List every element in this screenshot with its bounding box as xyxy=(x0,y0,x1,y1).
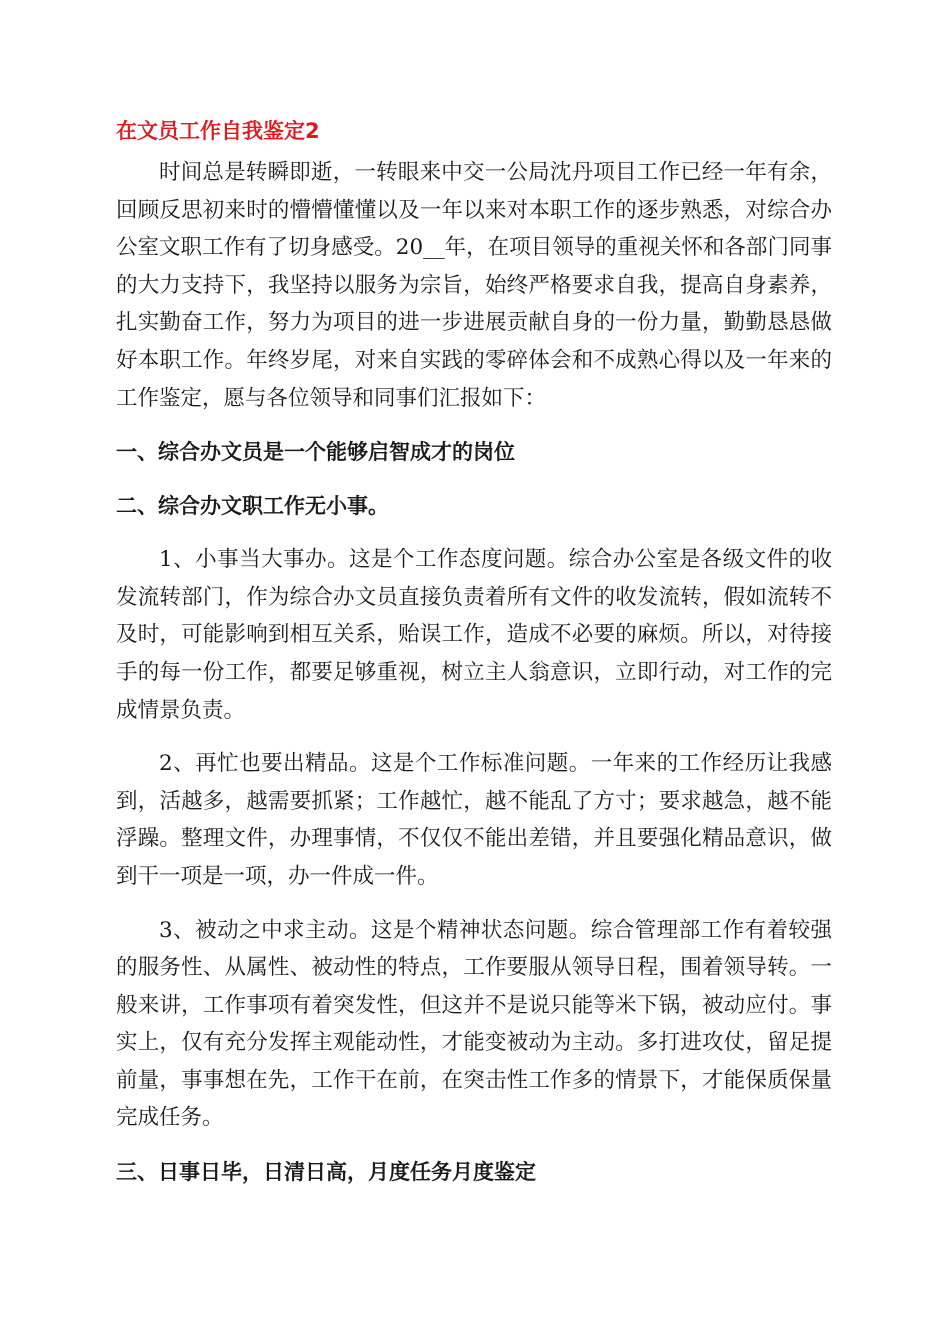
document-body xyxy=(116,112,832,1191)
intro-paragraph: 时间总是转瞬即逝，一转眼来中交一公局沈丹项目工作已经一年有余，回顾反思初来时的懵懵懂懂以及一年以来对本职工作的逐步熟悉，对综合办公室文职工作有了切身感受。20__年，在项目领导的重视关怀和各部门同事的大力支持下，我坚持以服务为宗旨，始终严格要求自我，提高自身素养，扎实勤奋工作，努力为项目的进一步进展贡献自身的一份力量，勤勤恳恳做好本职工作。年终岁尾，对来自实践的零碎体会和不成熟心得以及一年来的工作鉴定，愿与各位领导和同事们汇报如下： xyxy=(116,160,832,411)
item-paragraph-1: 1、小事当大事办。这是个工作态度问题。综合办公室是各级文件的收发流转部门，作为综合办文员直接负责着所有文件的收发流转，假如流转不及时，可能影响到相互关系，贻误工作，造成不必要的麻烦。所以，对待接手的每一份工作，都要足够重视，树立主人翁意识，立即行动，对工作的完成情景负责。 xyxy=(116,547,832,723)
spacer xyxy=(116,729,832,745)
item-paragraph-3: 3、被动之中求主动。这是个精神状态问题。综合管理部工作有着较强的服务性、从属性、被动性的特点，工作要服从领导日程，围着领导转。一般来讲，工作事项有着突发性，但这并不是说只能等米下锅，被动应付。事实上，仅有充分发挥主观能动性，才能变被动为主动。多打进攻仗，留足提前量，事事想在先，工作干在前，在突击性工作多的情景下，才能保质保量完成任务。 xyxy=(116,917,832,1131)
spacer xyxy=(116,525,832,541)
item-paragraph-2: 2、再忙也要出精品。这是个工作标准问题。一年来的工作经历让我感到，活越多，越需要抓紧；工作越忙，越不能乱了方寸；要求越急，越不能浮躁。整理文件，办理事情，不仅仅不能出差错，并且要强化精品意识，做到干一项是一项，办一件成一件。 xyxy=(116,751,832,889)
document-title: 在文员工作自我鉴定2 xyxy=(116,119,320,143)
section-heading-3: 三、日事日毕，日清日高，月度任务月度鉴定 xyxy=(116,1160,536,1185)
section-heading-1: 一、综合办文员是一个能够启智成才的岗位 xyxy=(116,440,515,465)
spacer xyxy=(116,1137,832,1153)
spacer xyxy=(116,417,832,433)
section-heading-2: 二、综合办文职工作无小事。 xyxy=(116,494,389,519)
spacer xyxy=(116,471,832,487)
spacer xyxy=(116,896,832,912)
